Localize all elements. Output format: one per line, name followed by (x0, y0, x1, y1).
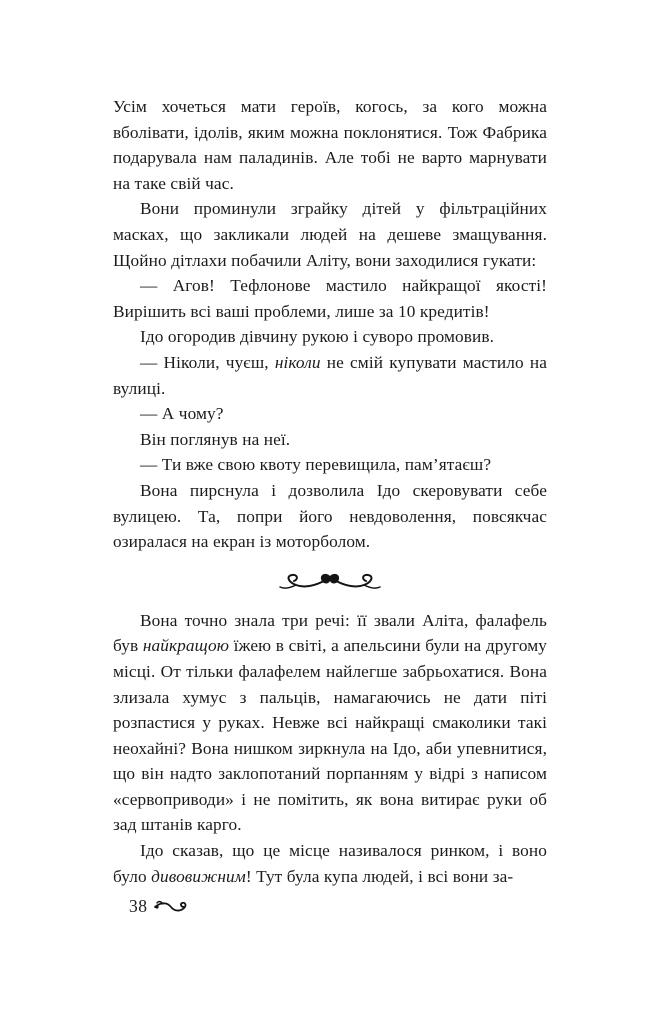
paragraph (113, 608, 547, 838)
paragraph (113, 94, 547, 196)
paragraph-text: Ідо сказав, що це місце називалося ринком, і воно було (113, 841, 547, 886)
small-flourish-icon (153, 899, 189, 915)
paragraph-text: — Ніколи, чуєш, (140, 352, 275, 372)
paragraph-text: не смій купувати мастило на вулиці. (113, 352, 547, 398)
paragraph-text-italic: найкращою (142, 636, 230, 656)
paragraph (113, 324, 547, 350)
floral-flourish-icon (278, 570, 382, 592)
paragraph-text: їжею в світі, а апельсини були на другому місці. От тільки фалафелем найлегше забрьохатися. Вона злизала хумус з пальців, намагаючись не дати піті розпастися у руках. Невже всі найкращі смаколики такі неохайні? Вона нишком зиркнула на Ідо, аби упевнитися, що він надто заклопотаний порпанням у відрі з написом «сервоприводи» і не помітить, як вона витирає руки об зад штанів карго. (113, 636, 548, 835)
paragraph (113, 478, 547, 555)
dialogue-paragraph (113, 350, 547, 401)
page-number: 38 (129, 896, 148, 916)
section-divider (113, 569, 547, 592)
paragraph (113, 427, 547, 453)
dialogue-paragraph (113, 401, 547, 427)
paragraph-text: Вони проминули зграйку дітей у фільтраційних масках, що закликали людей на дешеве змащування. Щойно дітлахи побачили Аліту, вони заходилися гукати: (113, 199, 547, 270)
paragraph-text: — Ти вже свою квоту перевищила, пам’ятаєш? (140, 455, 492, 475)
paragraph-text: Усім хочеться мати героїв, когось, за кого можна вболівати, ідолів, яким можна поклонятися. Тож Фабрика подарувала нам паладинів. Але тобі не варто марнувати на таке свій час. (113, 97, 547, 193)
paragraph-text-italic: ніколи (274, 352, 321, 372)
text-block (113, 94, 547, 889)
paragraph-text: — А чому? (140, 404, 224, 424)
dialogue-paragraph (113, 452, 547, 478)
paragraph-text: Ідо огородив дівчину рукою і суворо промовив. (140, 327, 495, 347)
page-footer (129, 896, 189, 917)
paragraph (113, 838, 547, 889)
paragraph-text: Вона пирснула і дозволила Ідо скеровувати себе вулицею. Та, попри його невдоволення, повсякчас озиралася на екран із моторболом. (113, 480, 547, 552)
paragraph-text: Він поглянув на неї. (140, 429, 291, 449)
paragraph-text: — Агов! Тефлонове мастило найкращої якості! Вирішить всі ваші проблеми, лише за 10 кредитів! (113, 276, 547, 321)
paragraph (113, 196, 547, 273)
paragraph-text: Вона точно знала три речі: її звали Аліта, фалафель був (113, 610, 547, 656)
dialogue-paragraph (113, 273, 547, 324)
paragraph-text: ! Тут була купа людей, і всі вони за- (245, 866, 514, 886)
paragraph-text-italic: дивовижним (151, 866, 246, 886)
